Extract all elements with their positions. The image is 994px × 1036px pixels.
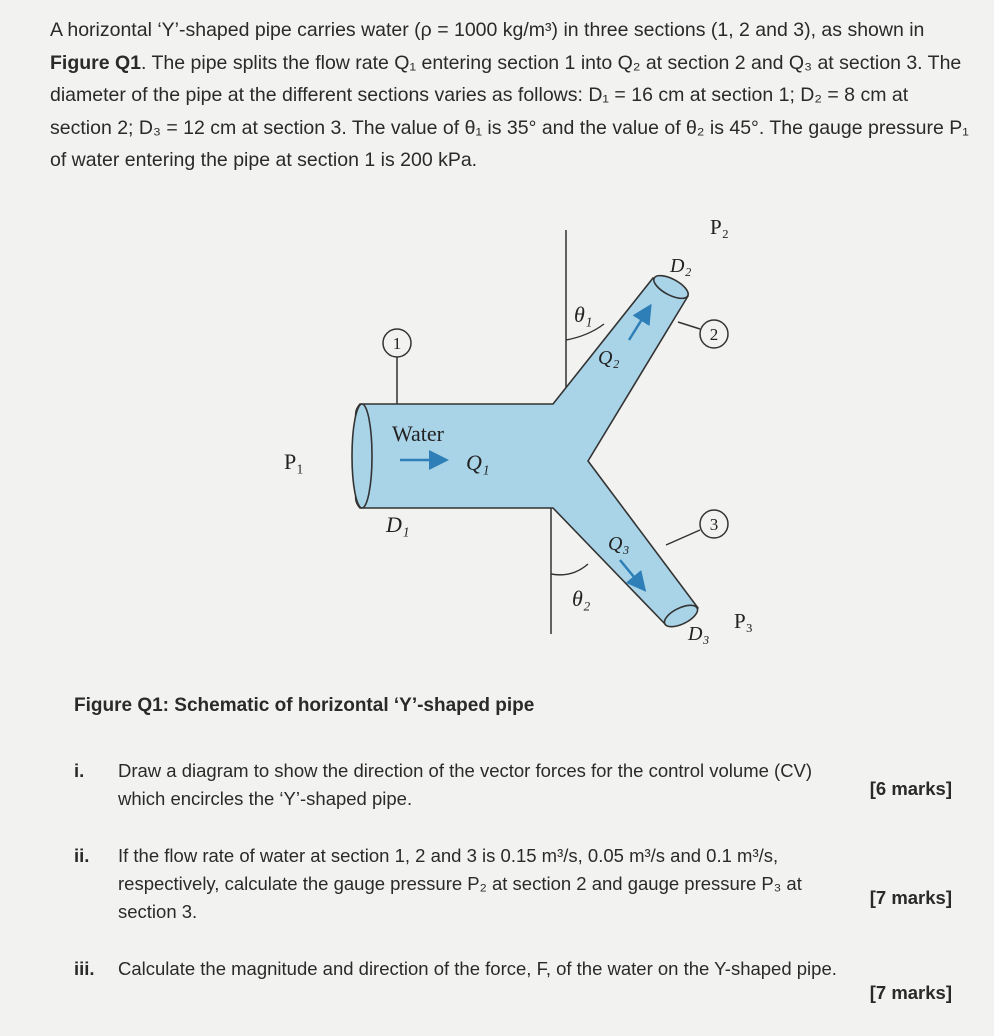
section2-stem: [678, 322, 700, 329]
question-ii: [74, 842, 952, 928]
figure-caption: Figure Q1: Schematic of horizontal ‘Y’-shaped pipe: [74, 695, 535, 716]
q1-label: Q₁: [466, 450, 490, 475]
p2-label: P₂: [710, 215, 730, 239]
p3-label: P₃: [734, 609, 754, 633]
question-number: ii.: [74, 845, 90, 866]
theta2-arc: [551, 564, 588, 575]
y-pipe-figure: [270, 212, 790, 652]
question-marks: [7 marks]: [869, 887, 952, 908]
problem-statement: [50, 14, 970, 177]
y-pipe-body: [356, 278, 698, 624]
d3-label: D₃: [688, 623, 710, 645]
inlet-opening: [352, 404, 372, 508]
theta1-label: θ₁: [574, 302, 593, 327]
d2-label: D₂: [670, 255, 692, 277]
water-label: Water: [392, 421, 444, 446]
intro-text-1: A horizontal ‘Y’-shaped pipe carries water (ρ = 1000 kg/m³) in three sections (1, 2 and 3), as shown in: [50, 19, 925, 41]
question-line: section 3.: [118, 901, 198, 922]
question-line: If the flow rate of water at section 1, 2 and 3 is 0.15 m³/s, 0.05 m³/s and 0.1 m³/s,: [118, 845, 779, 866]
section1-label: 1: [392, 334, 402, 353]
question-i: [74, 757, 952, 815]
figure-reference: Figure Q1: [50, 51, 142, 74]
question-line: which encircles the ‘Y’-shaped pipe.: [118, 788, 413, 809]
question-number: iii.: [74, 958, 95, 979]
section3-stem: [666, 530, 700, 545]
question-marks: [7 marks]: [869, 982, 952, 1003]
question-text: [118, 757, 812, 813]
theta2-label: θ₂: [572, 586, 591, 611]
q3-label: Q₃: [608, 533, 630, 555]
question-line: respectively, calculate the gauge pressure P₂ at section 2 and gauge pressure P₃ at: [118, 873, 802, 894]
q2-label: Q₂: [598, 347, 620, 369]
question-text: Calculate the magnitude and direction of the force, F, of the water on the Y-shaped pipe.: [118, 958, 837, 979]
question-iii: [74, 955, 952, 1011]
d1-label: D₁: [386, 512, 410, 537]
section2-label: 2: [709, 325, 719, 344]
p1-label: P₁: [284, 449, 304, 474]
section3-label: 3: [709, 515, 719, 534]
intro-text-2: . The pipe splits the flow rate Q₁ entering section 1 into Q₂ at section 2 and Q₃ at section 3. The diameter of the pipe at the different sections varies as follows: D₁ = 16 cm at section 1; D₂ = 8 cm at section 2; D₃ = 12 cm at section 3. The value of θ₁ is 35° and the value of θ₂ is 45°. The gauge pressure P₁ of water entering the pipe at section 1 is 200 kPa.: [50, 51, 969, 171]
question-line: Draw a diagram to show the direction of the vector forces for the control volume (CV): [118, 760, 813, 781]
question-number: i.: [74, 760, 85, 781]
question-text: [118, 842, 802, 926]
question-marks: [6 marks]: [869, 778, 952, 799]
